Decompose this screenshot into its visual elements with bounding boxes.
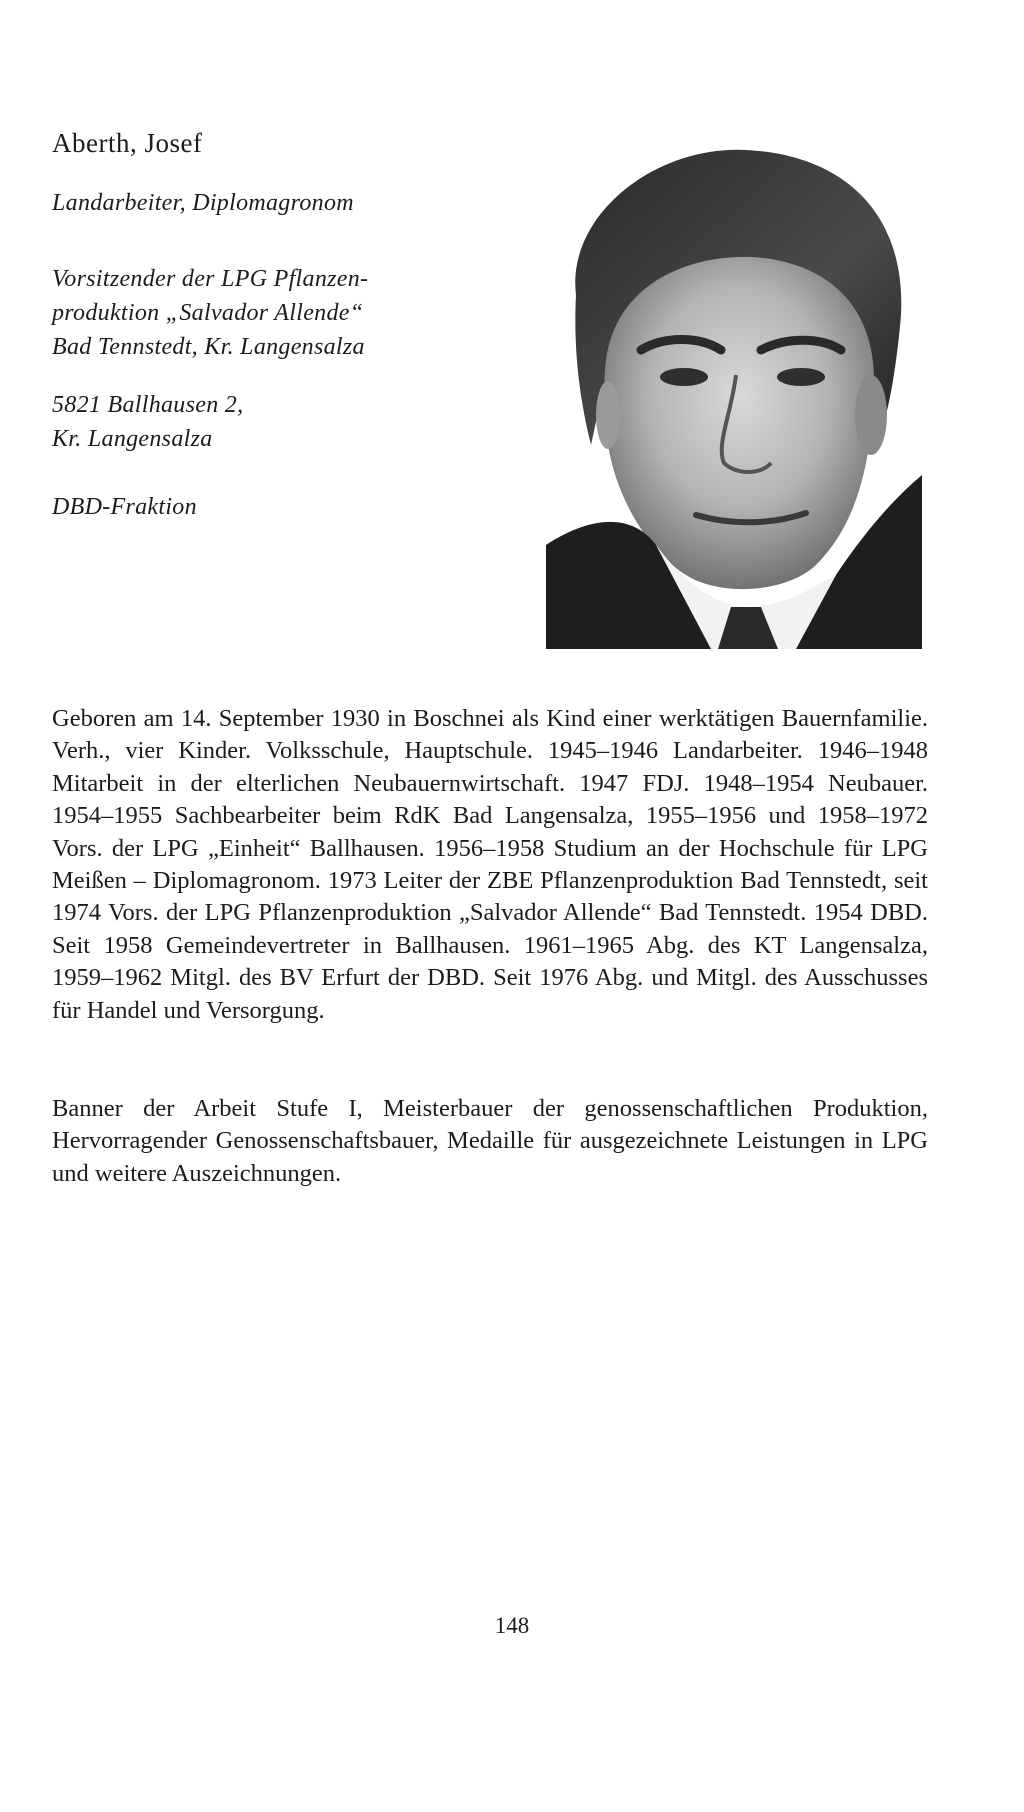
address-line: 5821 Ballhausen 2,: [52, 392, 244, 418]
address-block: [52, 388, 243, 456]
entry-name: Aberth, Josef: [52, 128, 203, 158]
faction-block: [52, 490, 197, 524]
address-line: Kr. Langensalza: [52, 426, 213, 452]
position-line: produktion „Salvador Allende“: [52, 300, 364, 326]
awards-paragraph: Banner der Arbeit Stufe I, Meisterbauer der genossenschaftlichen Produktion, Hervorragender Genossenschaftsbauer, Medaille für ausgezeichnete Leistungen in LPG und weitere Auszeichnungen.: [52, 1095, 928, 1187]
position-block: [52, 262, 368, 364]
position-line: Vorsitzender der LPG Pflanzen-: [52, 266, 369, 292]
profession: [52, 186, 354, 220]
biography-paragraph: Geboren am 14. September 1930 in Boschnei als Kind einer werktätigen Bauernfamilie. Verh., vier Kinder. Volksschule, Hauptschule. 1945–1946 Landarbeiter. 1946–1948 Mitarbeit in der elterlichen Neubauernwirtschaft. 1947 FDJ. 1948–1954 Neubauer. 1954–1955 Sachbearbeiter beim RdK Bad Langensalza, 1955–1956 und 1958–1972 Vors. der LPG „Einheit“ Ballhausen. 1956–1958 Studium an der Hochschule für LPG Meißen – Diplomagronom. 1973 Leiter der ZBE Pflanzenproduktion Bad Tennstedt, seit 1974 Vors. der LPG Pflanzenproduktion „Salvador Allende“ Bad Tennstedt. 1954 DBD. Seit 1958 Gemeindevertreter in Ballhausen. 1961–1965 Abg. des KT Langensalza, 1959–1962 Mitgl. des BV Erfurt der DBD. Seit 1976 Abg. und Mitgl. des Ausschusses für Handel und Versorgung.: [52, 705, 928, 1024]
portrait-photo: [546, 145, 922, 649]
faction-text: DBD-Fraktion: [52, 494, 197, 520]
profession-text: Landarbeiter, Diplomagronom: [52, 190, 354, 216]
page-number: 148: [494, 1613, 530, 1638]
position-line: Bad Tennstedt, Kr. Langensalza: [52, 334, 365, 360]
